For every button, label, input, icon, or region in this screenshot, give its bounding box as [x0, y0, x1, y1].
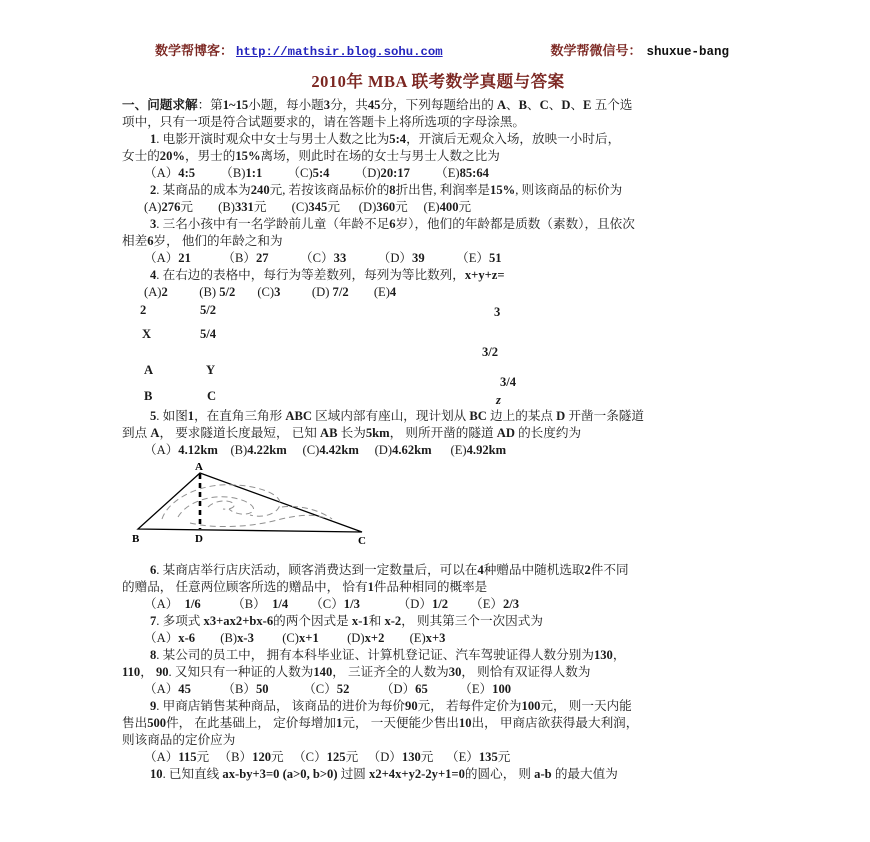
text-run: (B): [217, 443, 248, 457]
text-run: （A）: [144, 597, 185, 611]
text-run-bold: 135: [478, 750, 498, 764]
text-run: 元 (E): [395, 200, 440, 214]
table-cell: 2: [140, 303, 147, 317]
doc-line: [122, 579, 754, 596]
text-run: 元 (C): [253, 200, 309, 214]
text-run-bold: 5km: [365, 426, 390, 440]
text-run: . 又知只有一种证的人数为: [168, 665, 314, 679]
text-run: ， 三证齐全的人数为: [332, 665, 449, 679]
text-run-bold: 20:17: [380, 166, 410, 180]
text-run-bold: 5:4: [312, 166, 330, 180]
text-run: . 某商店举行店庆活动，顾客消费达到一定数量后，可以在: [156, 563, 478, 577]
text-run-bold: 9: [150, 699, 157, 713]
text-run: 的两个因式是: [273, 614, 352, 628]
blog-label: 数学帮博客：: [155, 43, 234, 58]
text-run-bold: 50: [255, 682, 269, 696]
text-run-bold: 4.62km: [392, 443, 432, 457]
text-run-bold: 1/2: [431, 597, 449, 611]
text-run-bold: 1~15: [222, 98, 249, 112]
table-cell: 5/2: [200, 303, 217, 317]
text-run-bold: 1: [150, 132, 157, 146]
text-run: 的圆心， 则: [464, 767, 535, 781]
text-run: （D）: [346, 251, 413, 265]
text-run-bold: 15%: [490, 183, 516, 197]
text-run-bold: 500: [147, 716, 167, 730]
figure-1: [122, 459, 754, 555]
text-run: （B): [195, 166, 246, 180]
text-run: 元 （B）: [196, 750, 253, 764]
text-run-bold: 1: [367, 580, 374, 594]
text-run: 离场，则此时在场的女士与男士人数之比为: [260, 149, 500, 163]
text-run: 区域内部有座山，现计划从: [311, 409, 470, 423]
text-run-bold: 52: [336, 682, 350, 696]
text-run: 元 （D）: [345, 750, 402, 764]
text-run: （B）: [190, 251, 256, 265]
text-run-bold: 65: [415, 682, 428, 696]
text-run: 边上的某点: [486, 409, 557, 423]
text-run-bold: A: [150, 426, 160, 440]
text-run-bold: x+3: [425, 631, 446, 645]
table-cell: Y: [206, 363, 216, 377]
text-run-bold: 45: [367, 98, 381, 112]
text-run-bold: 2: [161, 285, 168, 299]
text-run: 相差: [122, 234, 148, 248]
text-run-bold: 5/2: [219, 285, 236, 299]
text-run: （C）: [268, 251, 334, 265]
text-run: 元: [458, 200, 472, 214]
vertex-label-d: D: [195, 533, 203, 545]
text-run-bold: 2: [584, 563, 591, 577]
text-run-bold: 125: [326, 750, 346, 764]
text-run-bold: 20%: [159, 149, 185, 163]
text-run-bold: 130: [401, 750, 421, 764]
text-run: (D): [280, 285, 333, 299]
text-run: , 则该商品的标价为: [515, 183, 623, 197]
wechat-id: shuxue-bang: [646, 45, 729, 59]
doc-line: [122, 165, 754, 182]
text-run: 则该商品的定价应为: [122, 733, 236, 747]
text-run: 到点: [122, 426, 151, 440]
text-run: 种赠品中随机选取: [483, 563, 585, 577]
doc-line: [122, 596, 754, 613]
text-run: 折出售, 利润率是: [395, 183, 491, 197]
text-run-bold: a-b: [534, 767, 552, 781]
doc-line: [122, 698, 754, 715]
text-run-bold: D: [561, 98, 571, 112]
text-run-bold: 6: [150, 563, 157, 577]
text-run-bold: A: [496, 98, 507, 112]
text-run-bold: 1: [187, 409, 195, 423]
text-run: . 在右边的表格中，每行为等差数列，每列为等比数列，: [156, 268, 465, 282]
table-cell: A: [144, 363, 154, 377]
text-run: (C): [286, 443, 320, 457]
text-run-bold: 4:5: [178, 166, 196, 180]
text-run: （A）: [144, 166, 179, 180]
text-run: 元， 一天便能少售出: [342, 716, 459, 730]
doc-line: [122, 97, 754, 114]
text-run: （E）: [448, 597, 503, 611]
text-run: 售出: [122, 716, 148, 730]
text-run: （E）: [427, 682, 493, 696]
table-cell: 3: [494, 305, 501, 319]
doc-line: [122, 233, 754, 250]
text-run-bold: 331: [234, 200, 254, 214]
text-run-bold: 8: [389, 183, 396, 197]
text-run-bold: x3+ax2+bx-6: [203, 614, 274, 628]
vertex-label-c: C: [358, 535, 366, 547]
text-run: 项中，只有一项是符合试题要求的，请在答题卡上将所选项的字母涂黑。: [122, 115, 525, 129]
text-run: (E): [431, 443, 467, 457]
text-run: 元 (B): [180, 200, 235, 214]
text-run-bold: 4.42km: [319, 443, 359, 457]
text-run-bold: 345: [308, 200, 328, 214]
text-run-bold: 140: [313, 665, 333, 679]
text-run: 件， 在此基础上， 定价每增加: [166, 716, 337, 730]
table-cell: 3/2: [482, 345, 499, 359]
table-cell: C: [207, 389, 217, 403]
text-run-bold: AB: [320, 426, 338, 440]
text-run: 分，共: [330, 98, 368, 112]
text-run: ， 则恰有双证得人数为: [461, 665, 591, 679]
doc-line: [122, 250, 754, 267]
text-run-bold: 360: [376, 200, 396, 214]
text-run: . 多项式: [156, 614, 204, 628]
vertex-label-a: A: [195, 461, 203, 473]
doc-line: [122, 715, 754, 732]
text-run: (E): [384, 631, 426, 645]
text-run: 、: [527, 98, 540, 112]
text-run: 岁， 他们的年龄之和为: [153, 234, 283, 248]
text-run-bold: C: [539, 98, 549, 112]
text-run: （B）: [190, 682, 256, 696]
doc-line: [122, 732, 754, 749]
text-run: 过圆: [337, 767, 370, 781]
text-run-bold: 39: [412, 251, 425, 265]
text-run-bold: 4.92km: [466, 443, 507, 457]
text-run: ，开演后无观众入场，放映一小时后，: [406, 132, 621, 146]
text-run-bold: B: [518, 98, 528, 112]
text-run-bold: 4.12km: [178, 443, 218, 457]
text-run-bold: 1: [336, 716, 343, 730]
text-run: 元, 若按该商品标价的: [269, 183, 390, 197]
text-run: 元 （E）: [420, 750, 479, 764]
table-cell: z: [496, 393, 501, 407]
table-cell: X: [142, 327, 152, 341]
text-run: . 电影开演时观众中女士与男士人数之比为: [156, 132, 390, 146]
text-run: ：第: [197, 98, 223, 112]
text-run-bold: 33: [333, 251, 347, 265]
text-run: （C): [262, 166, 313, 180]
doc-line: [122, 681, 754, 698]
text-run-bold: 4: [389, 285, 397, 299]
text-run-bold: 4: [477, 563, 484, 577]
text-run: ，男士的: [184, 149, 236, 163]
text-run-bold: x2+4x+y2-2y+1=0: [369, 767, 465, 781]
text-run: （D）: [349, 682, 416, 696]
doc-line: [122, 630, 754, 647]
text-run-bold: 120: [252, 750, 272, 764]
doc-line: [122, 664, 754, 681]
text-run-bold: x-1: [351, 614, 369, 628]
text-run-bold: 1/4: [272, 597, 289, 611]
doc-line: [122, 425, 754, 442]
text-run: 的最大值为: [551, 767, 618, 781]
document-section-2: [122, 408, 754, 459]
text-run: 女士的: [122, 149, 160, 163]
text-run: 、: [548, 98, 562, 112]
text-run-bold: 240: [250, 183, 270, 197]
text-run-bold: 3: [274, 285, 281, 299]
wechat-label: 数学帮微信号：: [550, 43, 642, 58]
text-run-bold: 3: [150, 217, 157, 231]
text-run: 件品种相同的概率是: [373, 580, 488, 594]
text-run-bold: 3: [323, 98, 331, 112]
table-cell: 3/4: [500, 375, 517, 389]
text-run-bold: 45: [178, 682, 191, 696]
text-run: . 甲商店销售某种商品， 该商品的进价为每价: [156, 699, 406, 713]
text-run: （E）: [424, 251, 489, 265]
text-run: ， 则所开凿的隧道: [389, 426, 497, 440]
text-run-bold: 2/3: [502, 597, 520, 611]
text-run-bold: 10: [150, 767, 163, 781]
text-run: ，在直角三角形: [194, 409, 286, 423]
text-run: (E): [348, 285, 390, 299]
text-run-bold: 5: [150, 409, 157, 423]
text-run: ，: [612, 648, 626, 662]
text-run: 、: [570, 98, 584, 112]
text-run: （A）: [144, 682, 179, 696]
text-run-bold: x+1: [299, 631, 319, 645]
text-run-bold: 27: [255, 251, 269, 265]
text-run: （B）: [200, 597, 273, 611]
table-cell: 5/4: [200, 327, 217, 341]
doc-line: [122, 182, 754, 199]
text-run: 件不同: [590, 563, 629, 577]
text-run-bold: 7: [150, 614, 157, 628]
text-run: 岁），他们的年龄都是质数（素数），且依次: [395, 217, 635, 231]
doc-line: [122, 216, 754, 233]
text-run-bold: 1/6: [184, 597, 201, 611]
triangle-diagram-icon: [132, 461, 372, 553]
text-run: (D): [318, 631, 365, 645]
text-run: 开凿一条隧道: [565, 409, 644, 423]
text-run: ， 则其第三个一次因式为: [401, 614, 543, 628]
text-run: . 三名小孩中有一名学龄前儿童（年龄不足: [156, 217, 390, 231]
text-run-bold: 90: [155, 665, 169, 679]
text-run-bold: 115: [178, 750, 197, 764]
doc-line: [122, 647, 754, 664]
question4-table-fragment: [122, 301, 754, 407]
text-run-bold: E: [583, 98, 592, 112]
doc-line: [122, 148, 754, 165]
text-run-bold: 1:1: [245, 166, 263, 180]
doc-line: [122, 766, 754, 783]
text-run: （A）: [144, 631, 179, 645]
text-run-bold: x-3: [237, 631, 254, 645]
text-run: （A）: [144, 251, 179, 265]
doc-line: [122, 114, 754, 131]
text-run: . 如图: [156, 409, 188, 423]
text-run-bold: x-6: [178, 631, 196, 645]
text-run-bold: 一、问题求解: [122, 98, 198, 112]
text-run-bold: 15%: [235, 149, 261, 163]
text-run: . 某公司的员工中， 拥有本科毕业证、计算机登记证、汽车驾驶证得人数分别为: [156, 648, 594, 662]
text-run: . 某商品的成本为: [156, 183, 251, 197]
text-run: 元 (D): [327, 200, 377, 214]
text-run: 的赠品， 任意两位顾客所选的赠品中， 恰有: [122, 580, 368, 594]
text-run-bold: 8: [150, 648, 157, 662]
text-run-bold: 100: [521, 699, 541, 713]
doc-line: [122, 284, 754, 301]
text-run: 元: [497, 750, 511, 764]
text-run-bold: 21: [178, 251, 191, 265]
text-run-bold: 6: [389, 217, 396, 231]
text-run-bold: ax-by+3=0 (a>0, b>0): [222, 767, 338, 781]
blog-url-link[interactable]: http://mathsir.blog.sohu.com: [236, 45, 443, 59]
text-run: 出， 甲商店欲获得最大利润，: [471, 716, 639, 730]
doc-line: [122, 749, 754, 766]
text-run-bold: 130: [593, 648, 613, 662]
text-run: (A): [144, 200, 162, 214]
text-run: ，: [140, 665, 156, 679]
text-run-bold: 5:4: [389, 132, 407, 146]
vertex-label-b: B: [132, 533, 140, 545]
text-run-bold: 6: [147, 234, 154, 248]
text-run: 小题，每小题: [248, 98, 324, 112]
text-run-bold: 85:64: [459, 166, 489, 180]
page-header: [155, 40, 729, 58]
doc-line: [122, 131, 754, 148]
text-run: （A）: [144, 443, 179, 457]
page-title: 2010年 MBA 联考数学真题与答案: [311, 72, 565, 91]
text-run: 元， 则一天内能: [540, 699, 632, 713]
text-run: (B): [195, 631, 238, 645]
text-run-bold: 4: [150, 268, 157, 282]
text-run: 分，下列每题给出的: [380, 98, 497, 112]
text-run: . 已知直线: [162, 767, 223, 781]
text-run: （E): [409, 166, 460, 180]
doc-line: [122, 442, 754, 459]
text-run-bold: x+y+z=: [464, 268, 505, 282]
text-run-bold: x+2: [364, 631, 385, 645]
text-run-bold: 1/3: [343, 597, 360, 611]
text-run-bold: ABC: [285, 409, 312, 423]
table-cell: B: [144, 389, 153, 403]
doc-line: [122, 199, 754, 216]
text-run-bold: 2: [150, 183, 157, 197]
text-run: （D）: [359, 597, 432, 611]
text-run-bold: 110: [122, 665, 141, 679]
text-run: (D): [358, 443, 393, 457]
doc-line: [122, 267, 754, 284]
text-run: （C）: [288, 597, 344, 611]
triangle-outline: [138, 473, 362, 532]
text-run: 和: [368, 614, 385, 628]
text-run: （D): [329, 166, 381, 180]
text-run: 五个选: [591, 98, 633, 112]
doc-line: [122, 562, 754, 579]
text-run-bold: 30: [448, 665, 462, 679]
text-run: 元 （C）: [271, 750, 327, 764]
text-run-bold: 51: [488, 251, 502, 265]
text-run: ， 要求隧道长度最短， 已知: [159, 426, 321, 440]
document-section-1: [122, 97, 754, 301]
mountain-contours-icon: [162, 485, 332, 527]
text-run: 的长度约为: [514, 426, 582, 440]
text-run: 、: [506, 98, 519, 112]
text-run: (C): [253, 631, 299, 645]
text-run-bold: BC: [469, 409, 487, 423]
text-run: 长为: [337, 426, 366, 440]
text-run: （A）: [144, 750, 179, 764]
doc-line: [122, 408, 754, 425]
text-run-bold: D: [556, 409, 566, 423]
text-run-bold: 400: [439, 200, 459, 214]
text-run-bold: 100: [492, 682, 512, 696]
text-run: (C): [235, 285, 275, 299]
document-section-3: [122, 562, 754, 783]
doc-line: [122, 613, 754, 630]
text-run-bold: 276: [161, 200, 181, 214]
text-run: (A): [144, 285, 162, 299]
text-run-bold: 4.22km: [247, 443, 287, 457]
text-run-bold: 7/2: [332, 285, 349, 299]
text-run-bold: 10: [458, 716, 472, 730]
text-run-bold: 90: [405, 699, 418, 713]
text-run: (B): [167, 285, 220, 299]
text-run: （C）: [268, 682, 337, 696]
text-run: 元， 若每件定价为: [417, 699, 522, 713]
text-run-bold: x-2: [384, 614, 402, 628]
text-run-bold: AD: [496, 426, 515, 440]
